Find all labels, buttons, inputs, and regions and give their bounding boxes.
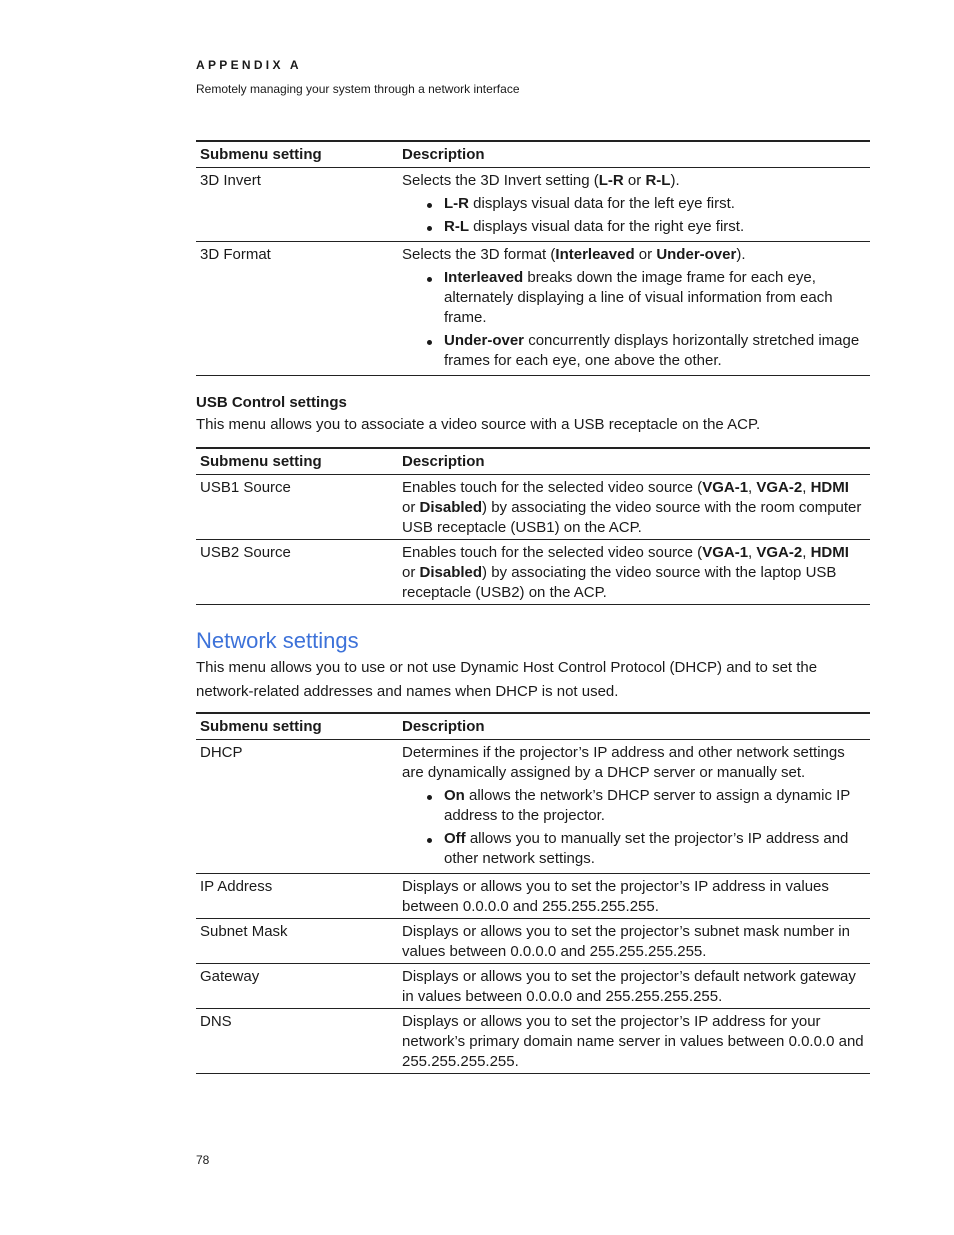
table-row <box>196 740 870 874</box>
chapter-subtitle: Remotely managing your system through a network interface <box>196 82 520 96</box>
setting-description <box>398 964 870 1009</box>
setting-name: DHCP <box>196 740 398 874</box>
column-header-description: Description <box>398 713 870 740</box>
table-usb-settings <box>196 447 870 605</box>
description-text: Enables touch for the selected video source (VGA-1, VGA-2, HDMI or Disabled) by associating the video source with the room computer USB receptacle (USB1) on the ACP. <box>402 479 862 536</box>
usb-section-intro: This menu allows you to associate a video source with a USB receptacle on the ACP. <box>196 416 761 433</box>
list-item: Interleaved breaks down the image frame for each eye, alternately displaying a line of visual information from each frame. <box>444 268 866 328</box>
setting-name: USB2 Source <box>196 540 398 605</box>
description-text: Selects the 3D format (Interleaved or Under-over). <box>402 246 746 263</box>
table-network-settings <box>196 712 870 1074</box>
option-list <box>402 194 866 237</box>
table-header-row <box>196 713 870 740</box>
network-section-heading: Network settings <box>196 628 359 653</box>
description-text: Determines if the projector’s IP address and other network settings are dynamically assigned by a DHCP server or manually set. <box>402 744 845 781</box>
list-item: On allows the network’s DHCP server to assign a dynamic IP address to the projector. <box>444 786 866 826</box>
column-header-setting: Submenu setting <box>196 448 398 475</box>
column-header-description: Description <box>398 448 870 475</box>
table-row <box>196 874 870 919</box>
description-text: Displays or allows you to set the projector’s default network gateway in values between 0.0.0.0 and 255.255.255.255. <box>402 968 856 1005</box>
table-row <box>196 475 870 540</box>
setting-description <box>398 874 870 919</box>
network-section-intro: This menu allows you to use or not use Dynamic Host Control Protocol (DHCP) and to set the network-related addresses and names when DHCP is not used. <box>196 659 818 700</box>
list-item: Under-over concurrently displays horizontally stretched image frames for each eye, one above the other. <box>444 331 866 371</box>
table-3d-settings <box>196 140 870 376</box>
option-list <box>402 786 866 869</box>
column-header-setting: Submenu setting <box>196 713 398 740</box>
table-row <box>196 168 870 242</box>
table-row <box>196 964 870 1009</box>
usb-section-heading: USB Control settings <box>196 394 347 411</box>
description-text: Selects the 3D Invert setting (L-R or R-L). <box>402 172 680 189</box>
setting-description <box>398 919 870 964</box>
setting-description <box>398 168 870 242</box>
description-text: Displays or allows you to set the projector’s IP address in values between 0.0.0.0 and 255.255.255.255. <box>402 878 829 915</box>
description-text: Displays or allows you to set the projector’s subnet mask number in values between 0.0.0.0 and 255.255.255.255. <box>402 923 850 960</box>
setting-description <box>398 540 870 605</box>
list-item: R-L displays visual data for the right eye first. <box>444 217 866 237</box>
list-item: Off allows you to manually set the projector’s IP address and other network settings. <box>444 829 866 869</box>
table-row <box>196 919 870 964</box>
description-text: Enables touch for the selected video source (VGA-1, VGA-2, HDMI or Disabled) by associating the video source with the laptop USB receptacle (USB2) on the ACP. <box>402 544 849 601</box>
setting-name: IP Address <box>196 874 398 919</box>
setting-name: Subnet Mask <box>196 919 398 964</box>
list-item: L-R displays visual data for the left eye first. <box>444 194 866 214</box>
table-header-row <box>196 448 870 475</box>
setting-description <box>398 475 870 540</box>
setting-name: Gateway <box>196 964 398 1009</box>
setting-name: USB1 Source <box>196 475 398 540</box>
column-header-description: Description <box>398 141 870 168</box>
setting-name: 3D Format <box>196 242 398 376</box>
table-header-row <box>196 141 870 168</box>
page-number: 78 <box>196 1153 210 1167</box>
appendix-label: APPENDIX A <box>196 58 302 72</box>
setting-description <box>398 242 870 376</box>
column-header-setting: Submenu setting <box>196 141 398 168</box>
table-row <box>196 1009 870 1074</box>
description-text: Displays or allows you to set the projector’s IP address for your network’s primary domain name server in values between 0.0.0.0 and 255.255.255.255. <box>402 1013 864 1070</box>
table-row <box>196 540 870 605</box>
table-row <box>196 242 870 376</box>
option-list <box>402 268 866 371</box>
setting-description <box>398 740 870 874</box>
setting-description <box>398 1009 870 1074</box>
setting-name: 3D Invert <box>196 168 398 242</box>
setting-name: DNS <box>196 1009 398 1074</box>
